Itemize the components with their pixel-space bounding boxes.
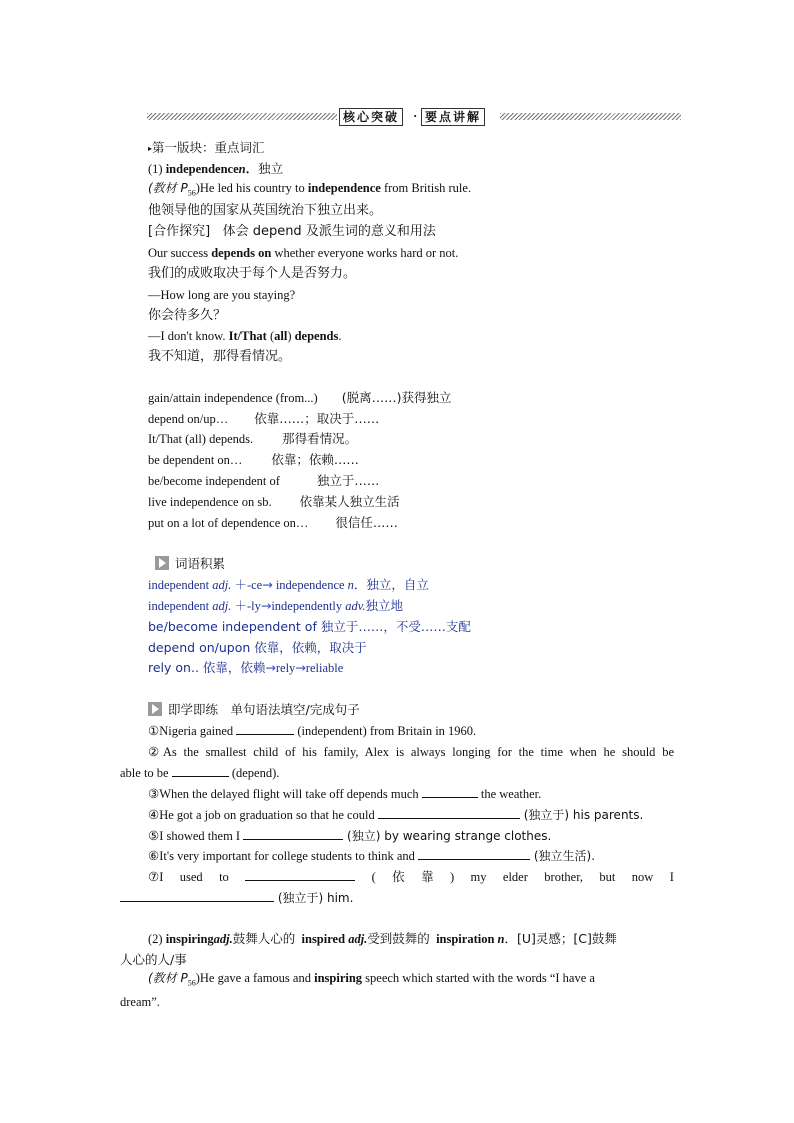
vocab-title: 词语积累	[155, 556, 225, 572]
item2-heading: (2) inspiringadj.鼓舞人心的 inspired adj.受到鼓舞的 inspiration n．[U]灵感；[C]鼓舞	[148, 931, 617, 946]
vocab-line-2: independent adj. ＋-ly→independently adv.独立地	[148, 598, 404, 613]
question-5: ⑤I showed them I (独立) by wearing strange clothes.	[148, 829, 552, 843]
play-arrow-icon	[155, 556, 169, 570]
question-4: ④He got a job on graduation so that he could (独立于) his parents.	[148, 808, 644, 822]
phrase-row: live independence on sb. 依靠某人独立生活	[148, 494, 400, 509]
item1-heading: (1) independencen．独立	[148, 161, 284, 176]
question-2: ②As the smallest child of his family, Alex is always longing for the time when he should be	[148, 745, 674, 759]
header-hatch-left	[147, 113, 337, 120]
play-arrow-icon	[148, 702, 162, 716]
vocab-line-5: rely on.. 依靠，依赖→rely→reliable	[148, 660, 344, 675]
part1-title: ▸第一版块：重点词汇	[148, 140, 265, 155]
dialog-2-cn: 我不知道，那得看情况。	[148, 349, 292, 364]
vocab-line-4: depend on/upon 依靠，依赖，取决于	[148, 640, 367, 655]
header-label-core: 核心突破	[339, 108, 403, 126]
arrow-right-icon: →	[260, 598, 272, 613]
sentence-1-cn: 我们的成败取决于每个人是否努力。	[148, 266, 357, 281]
phrase-row: be dependent on… 依靠；依赖……	[148, 452, 359, 467]
vocab-line-3: be/become independent of 独立于……，不受……支配	[148, 619, 471, 634]
phrase-row: depend on/up… 依靠……；取决于……	[148, 411, 380, 426]
answer-blank[interactable]	[236, 723, 294, 735]
header-dot: ·	[413, 108, 418, 123]
phrase-row: It/That (all) depends. 那得看情况。	[148, 431, 358, 446]
arrow-right-icon: →	[295, 660, 306, 675]
answer-blank[interactable]	[245, 869, 355, 881]
answer-blank[interactable]	[120, 890, 274, 902]
question-1: ①Nigeria gained (independent) from Britain in 1960.	[148, 724, 477, 738]
phrase-row: be/become independent of 独立于……	[148, 473, 380, 488]
item1-example-cn: 他领导他的国家从英国统治下独立出来。	[148, 203, 383, 218]
question-6: ⑥It's very important for college students to think and (独立生活).	[148, 849, 596, 863]
item1-example: (教材 $P_{56})He$ led his country to independence from British rule.	[148, 181, 472, 198]
question-3: ③When the delayed flight will take off depends much the weather.	[148, 787, 542, 801]
explore-line: [合作探究] 体会 depend 及派生词的意义和用法	[148, 224, 436, 239]
answer-blank[interactable]	[422, 786, 478, 798]
answer-blank[interactable]	[418, 848, 530, 860]
dialog-1-cn: 你会待多久？	[148, 308, 227, 323]
sentence-1: Our success depends on whether everyone works hard or not.	[148, 246, 459, 260]
item2-heading-cont: 人心的人/事	[120, 952, 187, 967]
item2-example-cont: dream”.	[120, 995, 160, 1009]
answer-blank[interactable]	[243, 828, 343, 840]
header-hatch-right	[500, 113, 681, 120]
arrow-right-icon: →	[265, 660, 276, 675]
item2-example: (教材 $P_{56})He$ gave a famous and inspiring speech which started with the words “I have a	[148, 971, 595, 988]
question-7: ⑦I used to ( 依 靠 ) my elder brother, but now I	[148, 869, 674, 884]
phrase-row: put on a lot of dependence on… 很信任……	[148, 515, 398, 530]
phrase-row: gain/attain independence (from...) (脱离……)获得独立	[148, 390, 452, 405]
vocab-line-1: independent adj. ＋-ce→ independence n．独立，自立	[148, 577, 429, 592]
header-label-points: 要点讲解	[421, 108, 485, 126]
answer-blank[interactable]	[172, 765, 229, 777]
arrow-right-icon: →	[262, 577, 273, 592]
dialog-1: —How long are you staying?	[148, 288, 296, 302]
triangle-bullet-icon: ▸	[148, 144, 153, 153]
question-7-cont: (独立于) him.	[120, 890, 353, 906]
answer-blank[interactable]	[378, 807, 520, 819]
dialog-2: —I don't know. It/That (all) depends.	[148, 329, 342, 343]
question-2-cont: able to be (depend).	[120, 766, 280, 780]
practice-title: 即学即练 单句语法填空/完成句子	[148, 702, 360, 718]
